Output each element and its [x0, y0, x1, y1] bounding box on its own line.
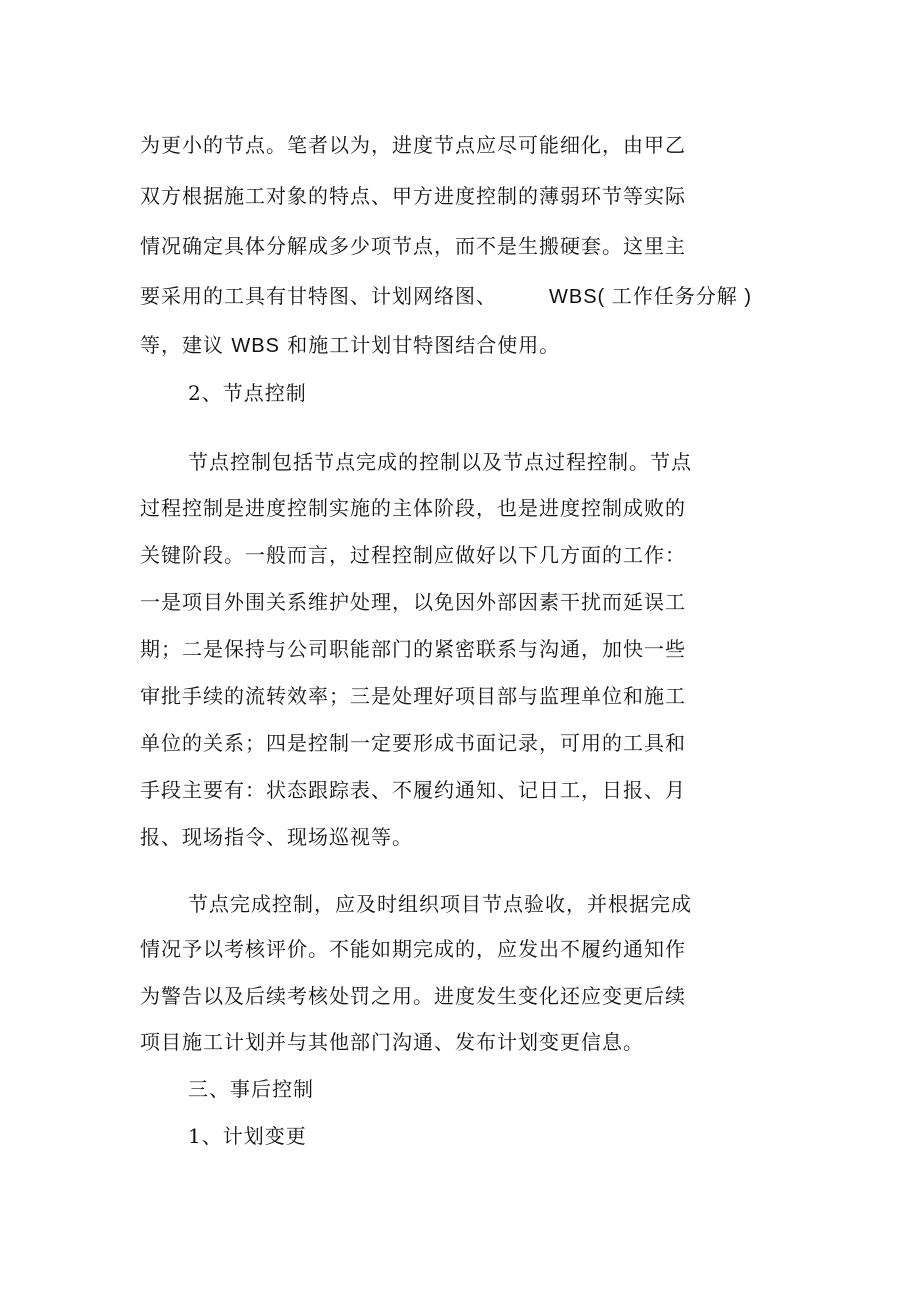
paragraph-2-line-4: 一是项目外围关系维护处理，以免因外部因素干扰而延误工 — [140, 590, 686, 614]
paragraph-1-line-3: 情况确定具体分解成多少项节点，而不是生搬硬套。这里主 — [140, 234, 686, 258]
paragraph-2-line-5: 期；二是保持与公司职能部门的紧密联系与沟通，加快一些 — [140, 637, 686, 661]
paragraph-2-line-8: 手段主要有：状态跟踪表、不履约通知、记日工，日报、月 — [140, 778, 686, 802]
paragraph-1-line-5-text-a: 等，建议 — [140, 333, 232, 357]
paragraph-1-line-1: 为更小的节点。笔者以为，进度节点应尽可能细化，由甲乙 — [140, 133, 686, 157]
paragraph-2-line-1: 节点控制包括节点完成的控制以及节点过程控制。节点 — [188, 450, 692, 474]
paragraph-1-line-4-text: 要采用的工具有甘特图、计划网络图、 — [140, 284, 497, 308]
paragraph-1-line-5 — [140, 333, 560, 358]
paragraph-2-line-3: 关键阶段。一般而言，过程控制应做好以下几方面的工作： — [140, 543, 686, 567]
paragraph-2-line-7: 单位的关系；四是控制一定要形成书面记录，可用的工具和 — [140, 731, 686, 755]
paragraph-3-line-2: 情况予以考核评价。不能如期完成的，应发出不履约通知作 — [140, 937, 686, 961]
paragraph-2-line-6: 审批手续的流转效率；三是处理好项目部与监理单位和施工 — [140, 684, 686, 708]
wbs-term: WBS( 工作任务分解 ) — [549, 286, 752, 308]
paragraph-3-line-3: 为警告以及后续考核处罚之用。进度发生变化还应变更后续 — [140, 984, 686, 1008]
paragraph-2-line-9: 报、现场指令、现场巡视等。 — [140, 825, 413, 849]
paragraph-3-line-4: 项目施工计划并与其他部门沟通、发布计划变更信息。 — [140, 1030, 644, 1054]
paragraph-3-line-1: 节点完成控制，应及时组织项目节点验收，并根据完成 — [188, 892, 692, 916]
section-heading-post-control: 三、事后控制 — [188, 1077, 314, 1101]
wbs-abbr: WBS — [231, 335, 280, 357]
paragraph-1-line-2: 双方根据施工对象的特点、甲方进度控制的薄弱环节等实际 — [140, 184, 686, 208]
paragraph-2-line-2: 过程控制是进度控制实施的主体阶段，也是进度控制成败的 — [140, 496, 686, 520]
subsection-heading-plan-change: 1、计划变更 — [188, 1124, 307, 1148]
paragraph-1-line-5-text-c: 和施工计划甘特图结合使用。 — [279, 333, 561, 357]
section-heading-node-control: 2、节点控制 — [188, 381, 307, 405]
paragraph-1-line-4 — [140, 284, 752, 309]
